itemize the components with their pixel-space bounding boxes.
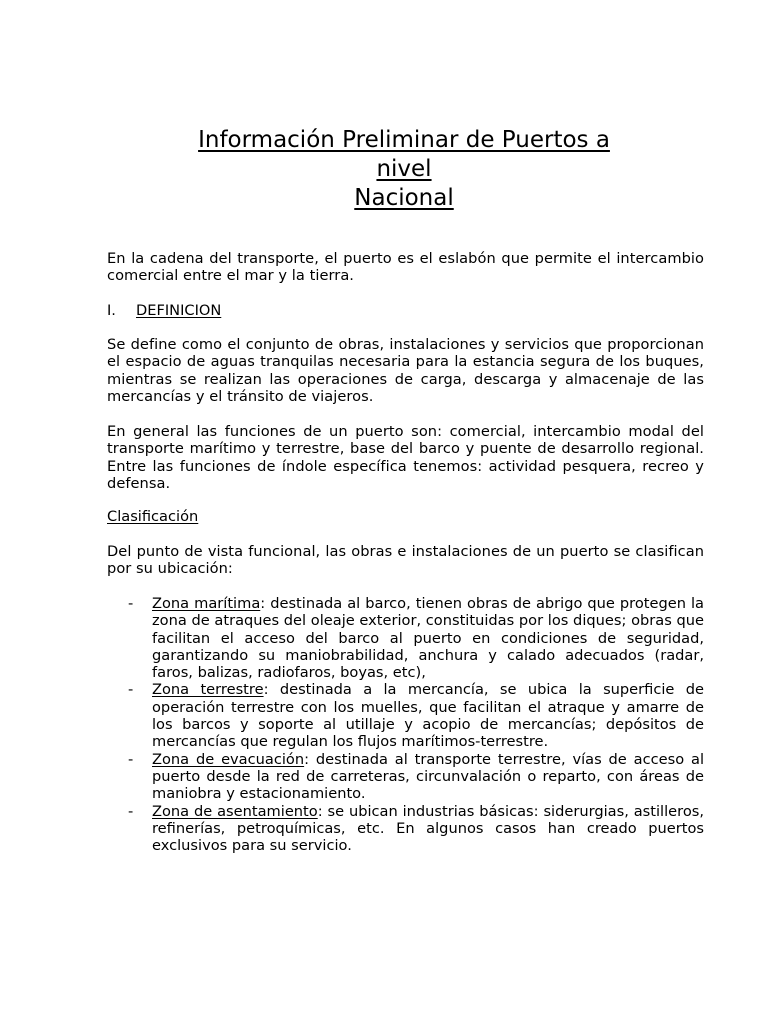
title-line-2: nivel (376, 156, 432, 182)
title-line-1: Información Preliminar de Puertos a (198, 127, 610, 153)
zone-list (126, 595, 704, 854)
zone-term: Zona terrestre (152, 681, 264, 699)
bullet-dash: - (128, 681, 134, 699)
bullet-dash: - (128, 802, 134, 820)
zone-term: Zona de asentamiento (152, 802, 318, 820)
bullet-dash: - (128, 595, 134, 612)
functions-paragraph: En general las funciones de un puerto son: comercial, intercambio modal del transporte marítimo y terrestre, base del barco y puente de desarrollo regional. Entre las funciones de índole específica tenemos: actividad pesquera, recreo y defensa. (107, 423, 704, 492)
zone-description: : destinada al transporte terrestre, vías de acceso al puerto desde la red de carreteras, circunvalación o reparto, con áreas de maniobra y estacionamiento. (152, 750, 704, 803)
list-item (126, 595, 704, 681)
intro-paragraph: En la cadena del transporte, el puerto es el eslabón que permite el intercambio comercial entre el mar y la tierra. (107, 250, 704, 285)
section-heading-definicion (107, 302, 221, 319)
list-item (126, 751, 704, 803)
classification-heading: Clasificación (107, 508, 199, 525)
section-number: I. (107, 302, 116, 319)
definition-paragraph: Se define como el conjunto de obras, instalaciones y servicios que proporcionan el espacio de aguas tranquilas necesaria para la estancia segura de los buques, mientras se realizan las operaciones de carga, descarga y almacenaje de las mercancías y el tránsito de viajeros. (107, 336, 704, 405)
document-title (0, 126, 768, 213)
zone-term: Zona de evacuación (152, 750, 305, 768)
classification-intro: Del punto de vista funcional, las obras e instalaciones de un puerto se clasifican por su ubicación: (107, 543, 704, 578)
title-line-3: Nacional (354, 185, 454, 211)
zone-description: : destinada a la mercancía, se ubica la superficie de operación terrestre con los muelles, que facilitan el atraque y amarre de los barcos y soporte al utillaje y acopio de mercancías; depósitos de mercancías que regulan los flujos marítimos-terrestre. (152, 681, 704, 751)
list-item (126, 681, 704, 750)
section-title: DEFINICION (136, 302, 222, 319)
zone-term: Zona marítima (152, 595, 261, 612)
bullet-dash: - (128, 750, 134, 768)
list-item (126, 803, 704, 855)
zone-description: : se ubican industrias básicas: siderurgias, astilleros, refinerías, petroquímicas, etc. En algunos casos han creado puertos exclusivos para su servicio. (152, 802, 704, 855)
zone-description: : destinada al barco, tienen obras de abrigo que protegen la zona de atraques del oleaje exterior, constituidas por los diques; obras que facilitan el acceso del barco al puerto en condiciones de seguridad, garantizando su maniobrabilidad, anchura y calado adecuados (radar, faros, balizas, radiofaros, boyas, etc), (152, 595, 704, 682)
